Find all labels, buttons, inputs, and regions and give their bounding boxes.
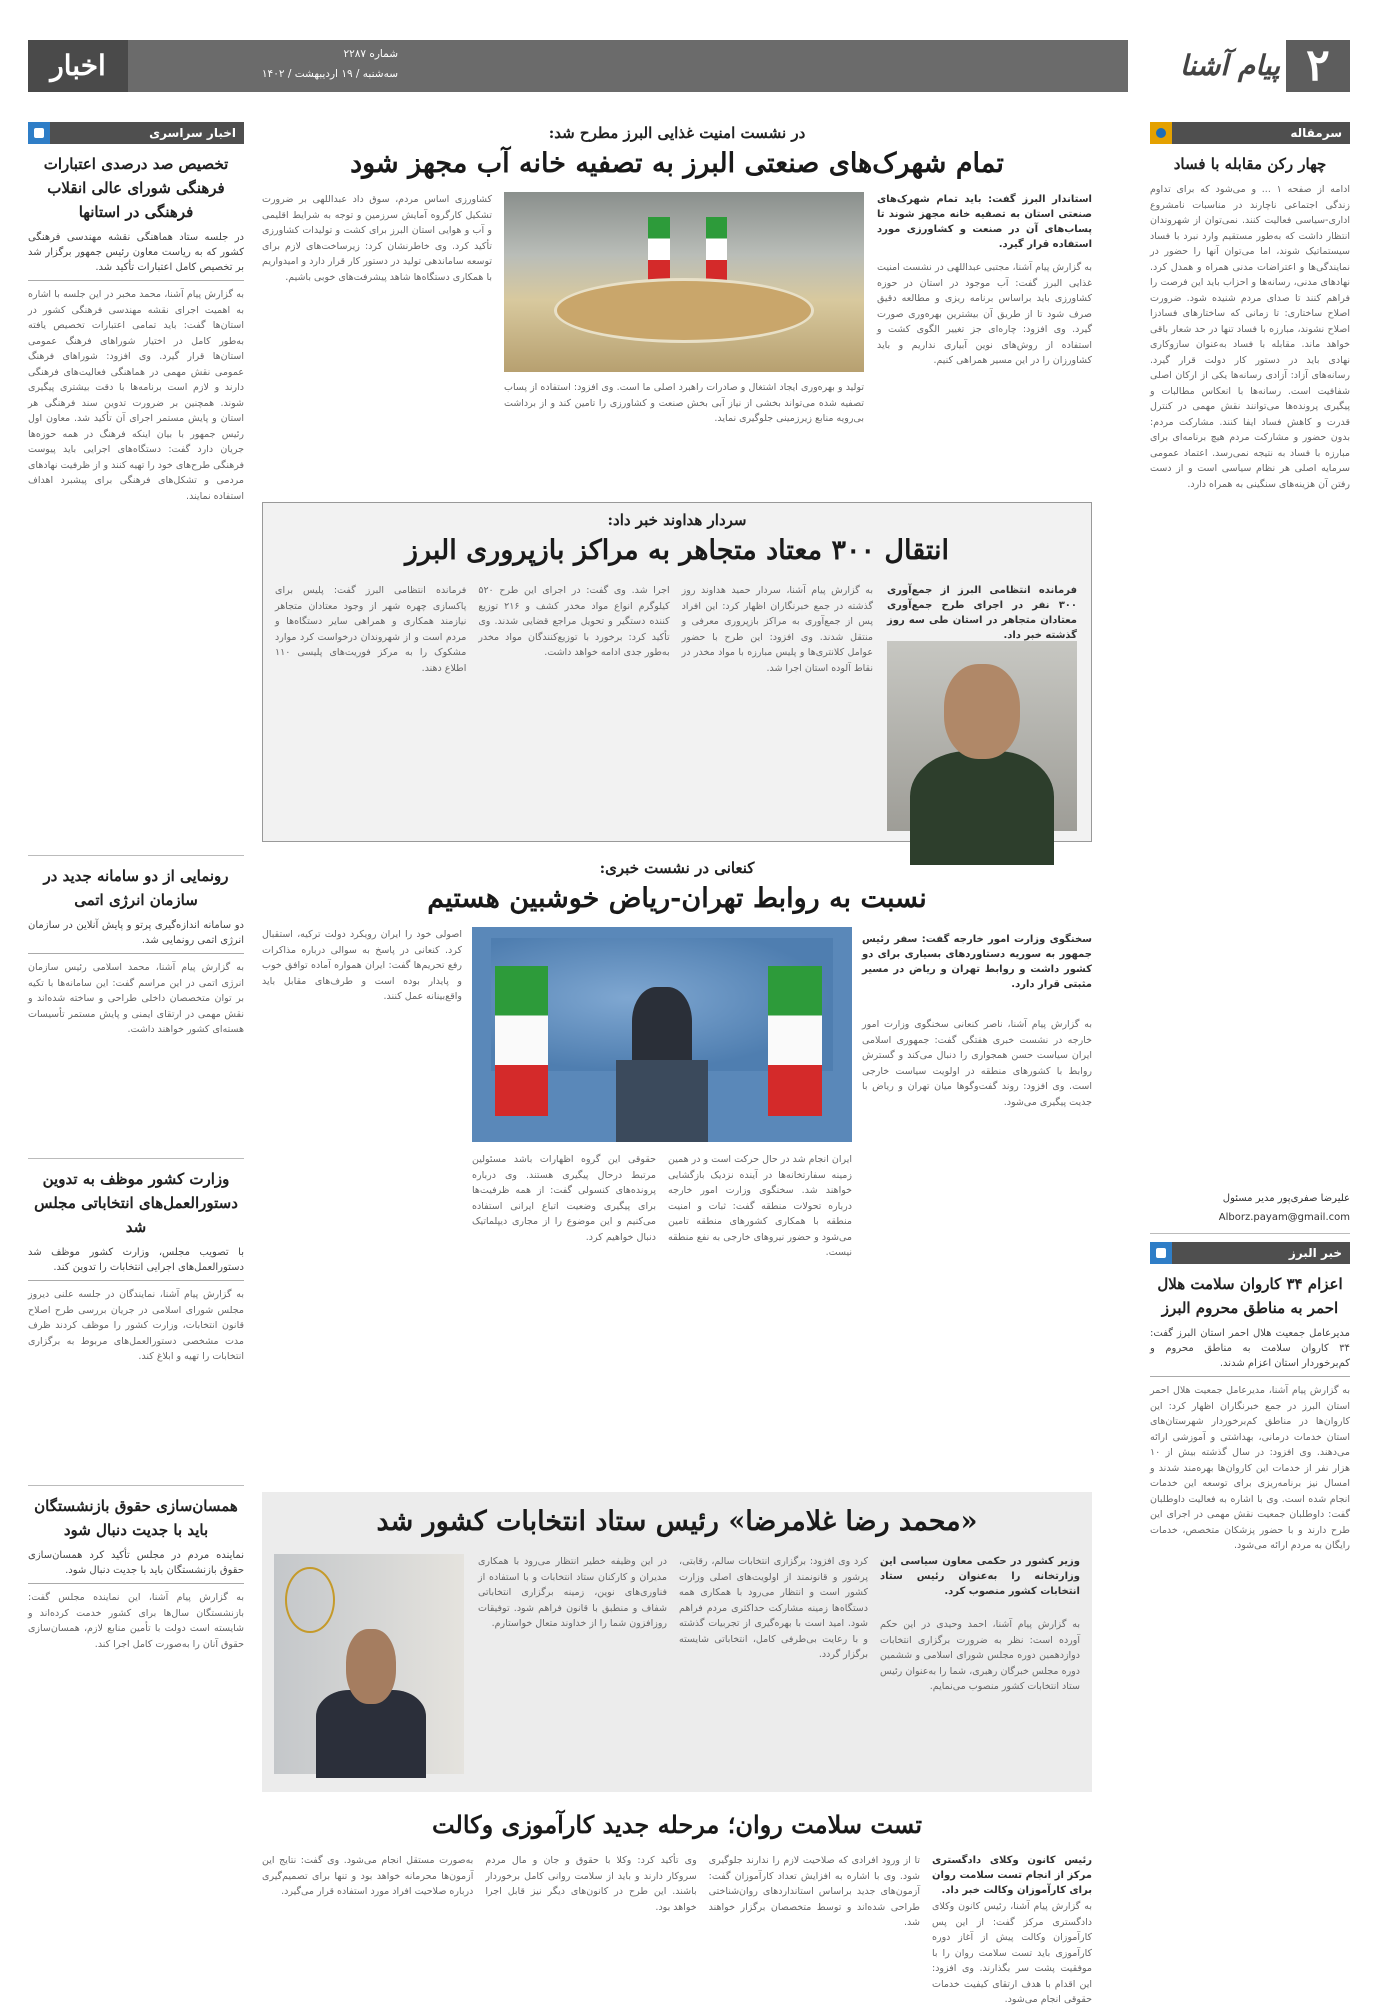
flag-icon [768, 966, 821, 1117]
story-column: به گزارش پیام آشنا، ناصر کنعانی سخنگوی وزارت امور خارجه در نشست خبری هفتگی گفت: جمهوری اسلامی ایران سیاست حسن همجواری را دنبال می‌کند و گسترش روابط با کشورهای منطقه در اولویت سیاست خارجی است. وی افزود: روند گفت‌وگوها میان تهران و ریاض با جدیت پیگیری می‌شود. [862, 1019, 1092, 1108]
story-column: حقوقی این گروه اظهارات باشد مسئولین مرتبط درحال پیگیری هستند. وی درباره پرونده‌های کنسولی گفت: از همه ظرفیت‌ها برای پیگیری وضعیت اتباع ایرانی استفاده می‌کنیم و این موضوع را از مجاری دیپلماتیک دنبال خواهیم کرد. [472, 1154, 656, 1243]
story-headline: «محمد رضا غلامرضا» رئیس ستاد انتخابات کشور شد [376, 1506, 978, 1537]
story-lead: وزیر کشور در حکمی معاون سیاسی این وزارتخانه را به‌عنوان رئیس ستاد انتخابات کشور منصوب کرد. [880, 1556, 1080, 1597]
story-lead: سخنگوی وزارت امور خارجه گفت: سفر رئیس جمهور به سوریه دستاوردهای بسیاری برای دو کشور داشت و روابط تهران و ریاض در مسیر مثبتی قرار دارد. [862, 934, 1092, 990]
editorial-body: ادامه از صفحه ۱ ... و می‌شود که برای تداوم زندگی اجتماعی ناچارند در مناسبات نامشروع اداری-سیاسی فعالیت کنند. نمی‌توان از شهروندان انتظار داشت که به‌طور مستقیم وارد نبرد با فساد سیستماتیک شوند، اما می‌توان آنها را حضور در نمایندگی‌ها و اعتراضات مدنی همراه و همدل کرد. نهادهای مدنی، رسانه‌ها و احزاب باید این فرصت را فراهم کنند تا صدای مردم شنیده شود. ضرورت اصلاح ساختاری: تا زمانی که ساختارهای فسادزا اصلاح نشوند، مبارزه با فساد تنها در حد شعار باقی خواهد ماند. مقابله با فساد به‌عنوان سازوکاری نهادی باید در دستور کار دولت قرار گیرد. رسانه‌های آزاد: آزادی رسانه‌ها یکی از ارکان اصلی شفافیت است. رسانه‌ها با انعکاس مطالبات و پیگیری پرونده‌ها می‌توانند نقش مهمی در کنترل قدرت و کاهش فساد ایفا کنند. مشارکت مردم: بدون حضور و مشارکت مردم هیچ برنامه‌ای برای مبارزه با فساد به نتیجه نمی‌رسد. اعتماد عمومی سرمایه اصلی هر نظام سیاسی است و از دست رفتن آن هزینه‌های سنگینی به همراه دارد. [1150, 184, 1351, 490]
story-kicker: کنعانی در نشست خبری: [599, 859, 755, 877]
alborz-news-lead: مدیرعامل جمعیت هلال احمر استان البرز گفت: ۳۴ کاروان سلامت به مناطق محروم و کم‌برخوردار استان اعزام شدند. [1150, 1326, 1350, 1377]
calendar-icon [28, 122, 50, 144]
divider [28, 1158, 244, 1159]
story-column: وی تأکید کرد: وکلا با حقوق و جان و مال مردم سروکار دارند و باید از سلامت روانی کامل برخوردار باشند. این طرح در کانون‌های دیگر نیز قابل اجرا خواهد بود. [485, 1855, 697, 1913]
portrait-head [944, 664, 1020, 759]
story-column: ایران انجام شد در حال حرکت است و در همین زمینه سفارتخانه‌ها در آینده نزدیک بازگشایی خواهند شد. سخنگوی وزارت امور خارجه درباره تحولات منطقه گفت: ثبات و امنیت منطقه با همکاری کشورهای منطقه تامین می‌شود و حضور نیروهای خارجی به نفع منطقه نیست. [668, 1154, 852, 1258]
divider [28, 1485, 244, 1486]
story-columns [932, 1899, 1092, 2005]
issue-number: شماره ۲۲۸۷ [343, 48, 398, 60]
press-conference-photo [472, 927, 852, 1142]
story-column: کرد وی افزود: برگزاری انتخابات سالم، رقابتی، پرشور و قانونمند از اولویت‌های اصلی وزارت کشور است و انتظار می‌رود با همکاری همه دستگاه‌ها زمینه مشارکت حداکثری مردم فراهم شود. امید است با بهره‌گیری از تجربیات گذشته و با رعایت بی‌طرفی کامل، انتخاباتی شایسته برگزار گردد. [679, 1556, 868, 1660]
flag-icon [706, 217, 728, 282]
story-columns [275, 583, 873, 833]
portrait-head [346, 1629, 395, 1704]
issue-date: سه‌شنبه / ۱۹ اردیبهشت / ۱۴۰۲ [261, 68, 398, 80]
story-columns [478, 1554, 868, 1782]
story-column: به گزارش پیام آشنا، رئیس کانون وکلای دادگستری مرکز گفت: از این پس کارآموزان وکالت پیش از آغاز دوره کارآموزی باید تست سلامت روان را با موفقیت پشت سر بگذارند. وی افزود: این اقدام با هدف ارتقای کیفیت خدمات حقوقی انجام می‌شود. [932, 1901, 1092, 2005]
meeting-photo [504, 192, 864, 372]
masthead [28, 40, 1350, 92]
story-lead: در جلسه ستاد هماهنگی نقشه مهندسی فرهنگی کشور که به ریاست معاون رئیس جمهور برگزار شد بر تخصیص کامل اعتبارات تأکید شد. [28, 230, 244, 281]
story-columns [880, 1617, 1080, 1782]
story-headline: تمام شهرک‌های صنعتی البرز به تصفیه خانه آب مجهز شود [350, 148, 1004, 179]
news-icon [1150, 1242, 1172, 1264]
election-logo-icon [285, 1567, 334, 1633]
story-election-box [262, 1492, 1092, 1792]
story-lead: رئیس کانون وکلای دادگستری مرکز از انجام تست سلامت روان برای کارآموزان وکالت خبر داد. [932, 1855, 1092, 1896]
story-title: همسان‌سازی حقوق بازنشستگان باید با جدیت دنبال شود [34, 1497, 238, 1539]
page-number: ۲ [1286, 40, 1350, 92]
flag-icon [495, 966, 548, 1117]
story-lawyers [262, 1807, 1092, 2005]
commander-portrait [887, 641, 1077, 831]
story-column: به‌صورت مستقل انجام می‌شود. وی گفت: نتایج این آزمون‌ها محرمانه خواهد بود و تنها برای تصمیم‌گیری درباره صلاحیت افراد مورد استفاده قرار می‌گیرد. [262, 1855, 474, 1897]
national-news-tag [28, 122, 244, 144]
story-addicts-box [262, 502, 1092, 842]
story-lead: فرمانده انتظامی البرز از جمع‌آوری ۳۰۰ نفر در اجرای طرح جمع‌آوری معتادان متجاهر در استان طی سه روز گذشته خبر داد. [887, 585, 1077, 641]
portrait-body [910, 751, 1054, 865]
story-body: به گزارش پیام آشنا، نمایندگان در جلسه علنی دیروز مجلس شورای اسلامی در جریان بررسی طرح اصلاح قانون انتخابات، وزارت کشور را موظف کردند ظرف مدت مشخصی دستورالعمل‌های مربوط به برگزاری انتخابات را تهیه و ابلاغ کند. [28, 1289, 244, 1362]
story-column: اصولی خود را ایران رویکرد دولت ترکیه، استقبال کرد. کنعانی در پاسخ به سوالی درباره مذاکرات رفع تحریم‌ها گفت: ایران همواره آماده توافق خوب و پایدار بوده است و طرف‌های مقابل باید واقع‌بینانه عمل کنند. [262, 929, 462, 1002]
issue-info [138, 44, 398, 84]
story-headline: نسبت به روابط تهران-ریاض خوشبین هستیم [427, 883, 927, 914]
story-title: رونمایی از دو سامانه جدید در سازمان انرژی اتمی [43, 867, 229, 909]
story-column: فرمانده انتظامی البرز گفت: پلیس برای پاکسازی چهره شهر از وجود معتادان متجاهر نیازمند همکاری و همراهی سایر دستگاه‌ها و مردم است و از شهروندان درخواست کرد موارد مشکوک را به مرکز فوریت‌های پلیسی ۱۱۰ اطلاع دهند. [275, 585, 467, 674]
flag-icon [648, 217, 670, 282]
story-industrial-parks [262, 122, 1092, 482]
story-kicker: سردار هداوند خبر داد: [607, 511, 747, 529]
story-column: تولید و بهره‌وری ایجاد اشتغال و صادرات راهبرد اصلی ما است. وی افزود: استفاده از پساب تصفیه شده می‌تواند بخشی از نیاز آبی بخش صنعت و کشاورزی را تامین کند و از برداشت بی‌رویه منابع زیرزمینی جلوگیری نماید. [504, 382, 864, 424]
paper-logo: پیام آشنا [1179, 49, 1280, 82]
story-columns [504, 380, 864, 480]
alborz-news-title: اعزام ۳۴ کاروان سلامت هلال احمر به مناطق محروم البرز [1157, 1275, 1343, 1317]
story-lead: نماینده مردم در مجلس تأکید کرد همسان‌سازی حقوق بازنشستگان باید با جدیت دنبال شود. [28, 1548, 244, 1584]
story-lead: استاندار البرز گفت: باید تمام شهرک‌های صنعتی استان به تصفیه خانه مجهز شوند تا پساب‌های آن در صنعت و کشاورزی مورد استفاده قرار گیرد. [877, 194, 1092, 250]
eye-icon [1150, 122, 1172, 144]
story-column: به گزارش پیام آشنا، احمد وحیدی در این حکم آورده است: نظر به ضرورت برگزاری انتخابات دوازدهمین دوره مجلس شورای اسلامی و ششمین دوره مجلس خبرگان رهبری، شما را به‌عنوان رئیس ستاد انتخابات کشور منصوب می‌نمایم. [880, 1619, 1080, 1692]
alborz-news-body: به گزارش پیام آشنا، مدیرعامل جمعیت هلال احمر استان البرز در جمع خبرنگاران اظهار کرد: این کاروان‌ها در مناطق کم‌برخوردار شهرستان‌های استان خدمات درمانی، بهداشتی و آموزشی ارائه می‌دهند. وی افزود: در سال گذشته بیش از ۱۰ هزار نفر از خدمات این کاروان‌ها بهره‌مند شدند و امسال نیز برنامه‌ریزی برای توسعه این خدمات انجام شده است. وی با اشاره به فعالیت داوطلبان گفت: داوطلبان جمعیت نقش مهمی در اجرای این طرح دارند و با حضور پزشکان متخصص، خدمات رایگان به مردم ارائه می‌شود. [1150, 1385, 1350, 1551]
editorial-column [1150, 122, 1350, 1813]
story-column: به گزارش پیام آشنا، مجتبی عبداللهی در نشست امنیت غذایی البرز گفت: آب موجود در استان در حوزه کشاورزی باید براساس برنامه ریزی و مطالعه دقیق صرف شود تا از طریق آن بیشترین بهره‌وری صورت گیرد. وی افزود: چاره‌ای جز تغییر الگوی کشت و استفاده از روش‌های نوین آبیاری نداریم و باید کشاورزان را در این مسیر همراهی کنیم. [877, 262, 1092, 366]
story-title: وزارت کشور موظف به تدوین دستورالعمل‌های انتخاباتی مجلس شد [34, 1170, 238, 1236]
story-body: به گزارش پیام آشنا، این نماینده مجلس گفت: بازنشستگان سال‌ها برای کشور خدمت کرده‌اند و شایسته است دولت با تأمین منابع لازم، همسان‌سازی حقوق آنان را به‌صورت کامل اجرا کند. [28, 1592, 244, 1650]
story-body: به گزارش پیام آشنا، محمد اسلامی رئیس سازمان انرژی اتمی در این مراسم گفت: این سامانه‌ها با تکیه بر توان متخصصان داخلی طراحی و ساخته شده‌اند و نقش مهمی در ارتقای ایمنی و پایش مستمر تأسیسات هسته‌ای کشور خواهند داشت. [28, 962, 244, 1035]
divider [28, 855, 244, 856]
masthead-bar [28, 40, 1128, 92]
alborz-news-tag [1150, 1242, 1350, 1264]
story-body: به گزارش پیام آشنا، محمد مخبر در این جلسه با اشاره به اهمیت اجرای نقشه مهندسی فرهنگی کشور در استان‌ها گفت: باید تمامی اعتبارات تخصیص یافته به‌طور کامل در اختیار شوراهای فرهنگ عمومی استان‌ها قرار گیرد. وی افزود: شوراهای فرهنگ عمومی نقش مهمی در هماهنگی فعالیت‌های فرهنگی دارند و لازم است برنامه‌ها با دقت بیشتری پیگیری شوند. همچنین بر ضرورت تدوین سند فرهنگی هر استان و پایش مستمر اجرای آن تأکید شد. معاون اول رئیس جمهور با بیان اینکه فرهنگ در همه حوزه‌ها جریان دارد گفت: دستگاه‌های اجرایی باید پیوست فرهنگی طرح‌های خود را تهیه کنند و از ظرفیت نهادهای مردمی و تشکل‌های فرهنگی برای پیشبرد اهداف استفاده نمایند. [28, 289, 244, 502]
story-column: اجرا شد. وی گفت: در اجرای این طرح ۵۲۰ کیلوگرم انواع مواد مخدر کشف و ۲۱۶ توزیع کننده دستگیر و تحویل مراجع قضایی شدند. وی تأکید کرد: برخورد با توزیع‌کنندگان مواد مخدر به‌طور جدی ادامه خواهد داشت. [478, 585, 670, 658]
story-column: در این وظیفه خطیر انتظار می‌رود با همکاری مدیران و کارکنان ستاد انتخابات و با استفاده از فناوری‌های نوین، زمینه برگزاری انتخاباتی شفاف و منطبق با قانون فراهم شود. توفیقات روزافزون شما را از خداوند متعال خواستارم. [478, 1556, 667, 1629]
story-lead: با تصویب مجلس، وزارت کشور موظف شد دستورالعمل‌های اجرایی انتخابات را تدوین کند. [28, 1245, 244, 1281]
alborz-news-tag-label: خبر البرز [1288, 1246, 1342, 1260]
conference-table [554, 278, 813, 343]
story-headline: انتقال ۳۰۰ معتاد متجاهر به مراکز بازپروری البرز [404, 535, 950, 566]
national-news-column [28, 122, 244, 1765]
national-news-tag-label: اخبار سراسری [149, 126, 236, 140]
editorial-tag [1150, 122, 1350, 144]
story-headline: تست سلامت روان؛ مرحله جدید کارآموزی وکالت [431, 1810, 923, 1839]
editorial-email[interactable]: Alborz.payam@gmail.com [1218, 1212, 1350, 1223]
story-column: کشاورزی اساس مردم، سوق داد عبداللهی بر ضرورت تشکیل کارگروه آمایش سرزمین و توجه به شرایط اقلیمی و آب و هوایی استان البرز برای کشت و تولیدات کشاورزی تأکید کرد. وی خاطرنشان کرد: زیرساخت‌های لازم برای توسعه ساماندهی تولید در دستور کار قرار دارد و امیدواریم با همکاری دستگاه‌ها شاهد پیشرفت‌های خوبی باشیم. [262, 194, 492, 283]
official-portrait [274, 1554, 464, 1774]
editorial-tag-label: سرمقاله [1290, 126, 1342, 140]
podium [616, 1060, 707, 1142]
editorial-signature: علیرضا صفری‌پور مدیر مسئول [1222, 1193, 1350, 1204]
story-columns [472, 1152, 852, 1467]
story-column: به گزارش پیام آشنا، سردار حمید هداوند روز گذشته در جمع خبرنگاران اظهار کرد: این افراد پس از جمع‌آوری به مراکز بازپروری معرفی و منتقل شدند. وی افزود: این طرح با حضور عوامل کلانتری‌ها و پلیس مبارزه با مواد مخدر در نقاط آلوده استان اجرا شد. [681, 585, 873, 674]
story-text-right [877, 192, 1092, 482]
section-title: اخبار [28, 40, 128, 92]
story-title: تخصیص صد درصدی اعتبارات فرهنگی شورای عالی انقلاب فرهنگی در استانها [43, 155, 229, 221]
story-columns [262, 1853, 920, 1965]
divider [1150, 1233, 1350, 1234]
story-column: تا از ورود افرادی که صلاحیت لازم را ندارند جلوگیری شود. وی با اشاره به افزایش تعداد کارآموزان گفت: آزمون‌های جدید براساس استانداردهای روان‌شناختی طراحی شده‌اند و توسط متخصصان برگزار خواهند شد. [708, 1855, 920, 1928]
story-kicker: در نشست امنیت غذایی البرز مطرح شد: [548, 124, 806, 142]
editorial-title: چهار رکن مقابله با فساد [1173, 155, 1327, 173]
story-tehran-riyadh [262, 857, 1092, 1477]
story-lead: دو سامانه اندازه‌گیری پرتو و پایش آنلاین در سازمان انرژی اتمی رونمایی شد. [28, 918, 244, 954]
